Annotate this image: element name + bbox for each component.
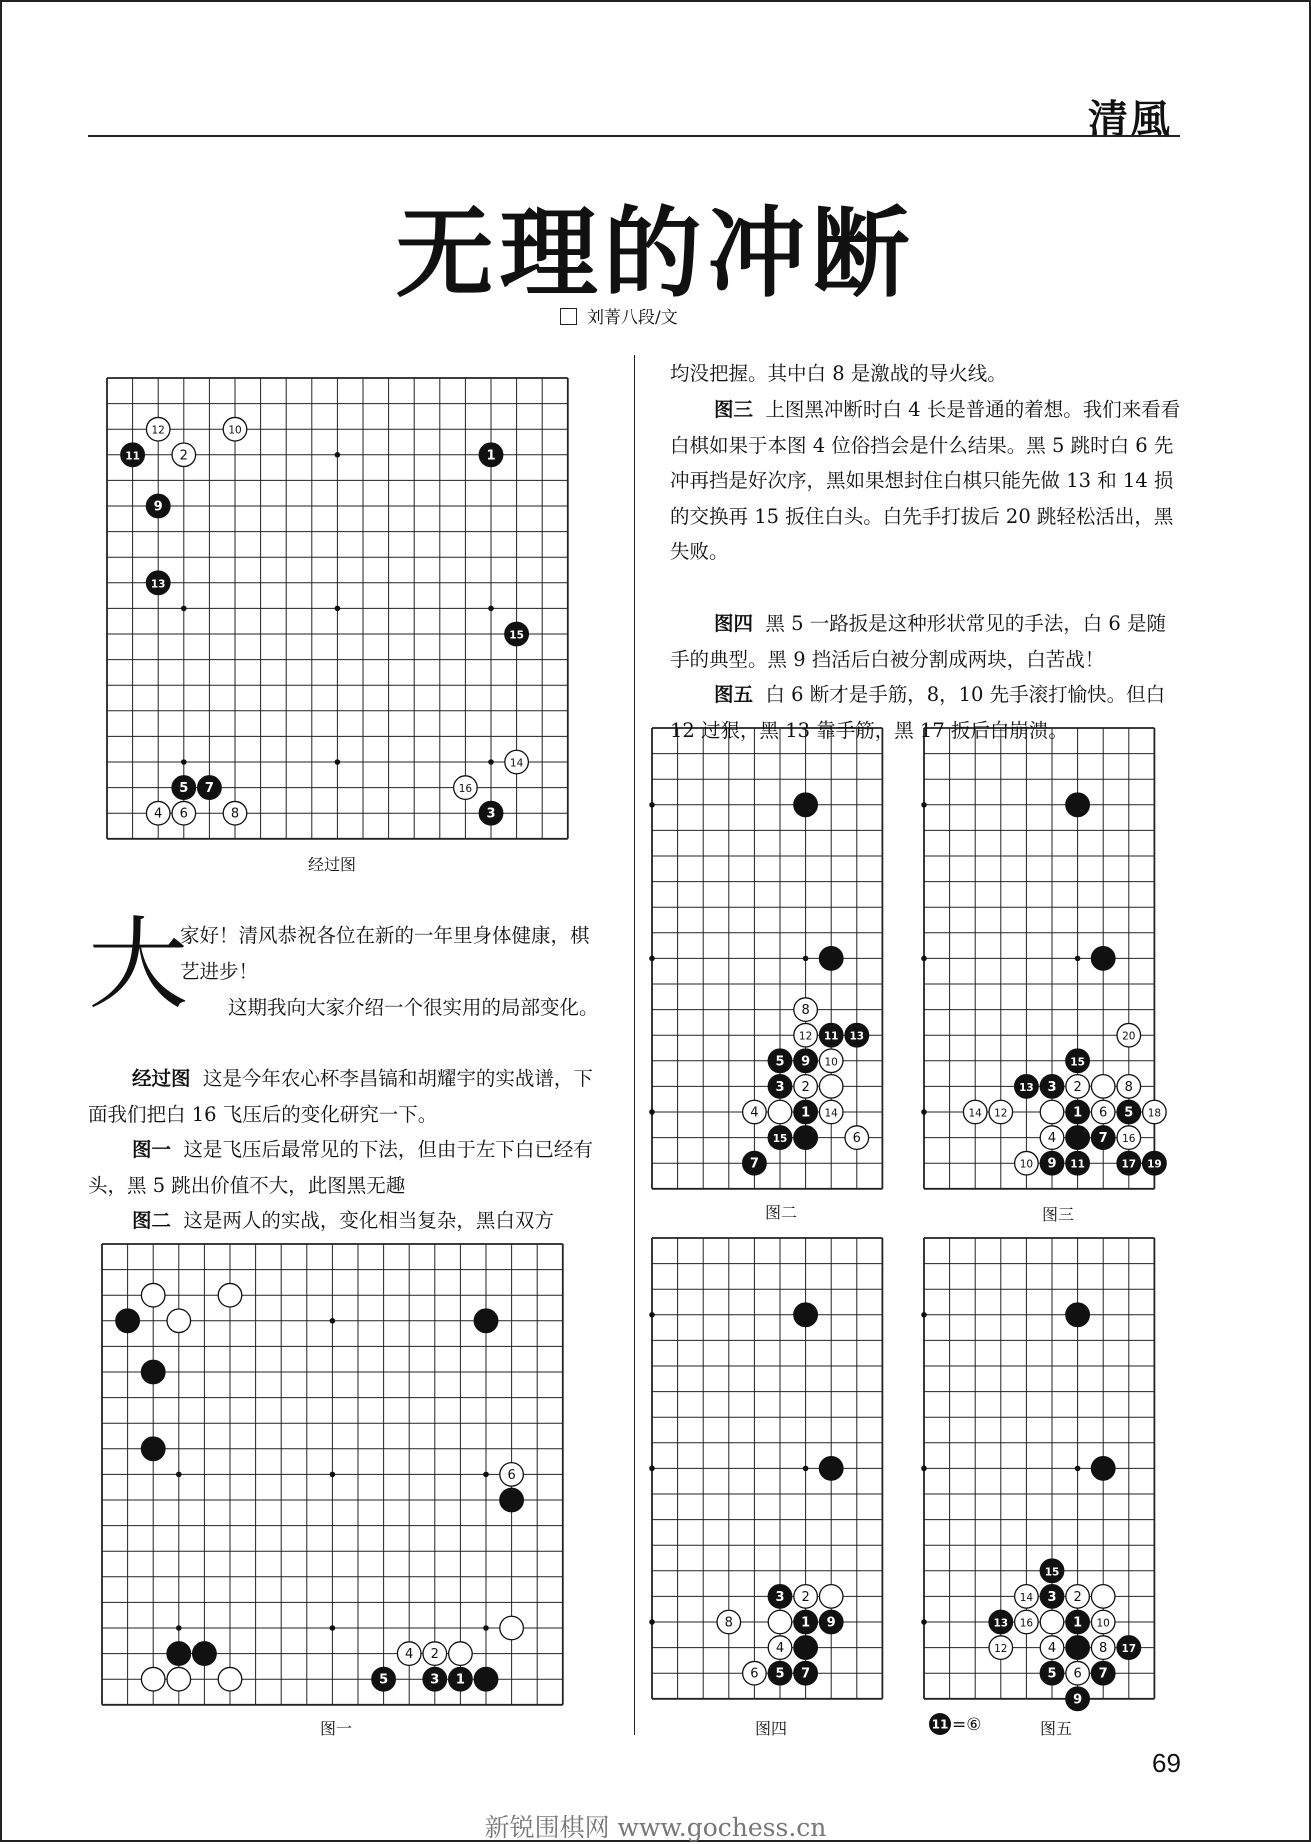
white-stone bbox=[768, 1100, 792, 1124]
svg-text:12: 12 bbox=[994, 1643, 1008, 1656]
svg-text:10: 10 bbox=[1096, 1617, 1110, 1630]
black-stone-5 bbox=[768, 1661, 792, 1685]
diagram-5-note bbox=[928, 1712, 981, 1736]
black-stone bbox=[474, 1667, 498, 1691]
svg-text:1: 1 bbox=[1073, 1615, 1083, 1631]
svg-text:9: 9 bbox=[1047, 1156, 1057, 1172]
white-stone-2 bbox=[172, 443, 196, 467]
right-paragraph-3: 图四 黑 5 一路扳是这种形状常见的手法，白 6 是随手的典型。黑 9 挡活后白被分割成两块，白苦战！ bbox=[670, 612, 1167, 671]
white-stone-6 bbox=[172, 801, 196, 825]
black-stone bbox=[819, 1457, 843, 1481]
left-paragraph-4: 图一 这是飞压后最常见的下法，但由于左下白已经有头，黑 5 跳出价值不大，此图黑无趣 bbox=[88, 1138, 593, 1197]
svg-text:9: 9 bbox=[1073, 1692, 1083, 1708]
svg-text:3: 3 bbox=[775, 1589, 785, 1605]
svg-text:5: 5 bbox=[775, 1666, 785, 1682]
svg-text:16: 16 bbox=[1122, 1133, 1136, 1146]
white-stone-4 bbox=[743, 1100, 767, 1124]
svg-text:17: 17 bbox=[1121, 1158, 1137, 1171]
white-stone-10 bbox=[1091, 1610, 1115, 1634]
svg-text:15: 15 bbox=[1044, 1566, 1060, 1579]
black-stone-3 bbox=[768, 1585, 792, 1609]
black-stone-7 bbox=[743, 1151, 767, 1175]
black-stone-1 bbox=[794, 1610, 818, 1634]
white-stone-18 bbox=[1143, 1100, 1167, 1124]
svg-text:4: 4 bbox=[1047, 1641, 1057, 1657]
black-stone-3 bbox=[1040, 1075, 1064, 1099]
white-stone-8 bbox=[717, 1610, 741, 1634]
black-stone-5 bbox=[768, 1049, 792, 1073]
white-stone-8 bbox=[1117, 1075, 1141, 1099]
white-stone-8 bbox=[1091, 1636, 1115, 1660]
black-stone bbox=[794, 793, 818, 817]
black-stone-3 bbox=[423, 1667, 447, 1691]
note-stone-icon bbox=[928, 1712, 952, 1736]
black-stone bbox=[1066, 793, 1090, 817]
black-stone bbox=[141, 1437, 165, 1461]
svg-text:12: 12 bbox=[994, 1107, 1008, 1120]
white-stone-4 bbox=[1040, 1636, 1064, 1660]
white-stone bbox=[218, 1283, 242, 1307]
caption-diagram-3: 图三 bbox=[1042, 1205, 1075, 1224]
right-paragraph-1: 均没把握。其中白 8 是激战的导火线。 bbox=[670, 362, 1007, 385]
white-stone bbox=[218, 1667, 242, 1691]
black-stone-7 bbox=[1091, 1126, 1115, 1150]
black-stone bbox=[794, 1636, 818, 1660]
black-stone-1 bbox=[794, 1100, 818, 1124]
svg-text:11: 11 bbox=[125, 450, 140, 463]
svg-text:7: 7 bbox=[1098, 1131, 1108, 1147]
white-stone-2 bbox=[1066, 1585, 1090, 1609]
white-stone-4 bbox=[1040, 1126, 1064, 1150]
black-stone-9 bbox=[146, 494, 170, 518]
svg-text:15: 15 bbox=[1070, 1056, 1085, 1069]
svg-text:10: 10 bbox=[228, 424, 242, 437]
svg-text:9: 9 bbox=[153, 499, 163, 515]
byline-text: 刘菁八段/文 bbox=[587, 308, 678, 328]
svg-text:15: 15 bbox=[509, 629, 524, 642]
svg-text:3: 3 bbox=[1047, 1589, 1057, 1605]
caption-diagram-5: 图五 bbox=[1040, 1719, 1073, 1738]
svg-text:7: 7 bbox=[749, 1156, 759, 1172]
white-stone-6 bbox=[845, 1126, 869, 1150]
white-stone-16 bbox=[1117, 1126, 1141, 1150]
svg-text:9: 9 bbox=[801, 1054, 811, 1070]
svg-text:8: 8 bbox=[724, 1615, 733, 1631]
board-diagram-progress bbox=[93, 364, 582, 853]
black-stone-3 bbox=[479, 801, 503, 825]
svg-text:7: 7 bbox=[204, 781, 214, 797]
svg-text:2: 2 bbox=[430, 1647, 439, 1663]
white-stone-6 bbox=[1091, 1100, 1115, 1124]
black-stone-5 bbox=[172, 776, 196, 800]
svg-text:4: 4 bbox=[750, 1105, 759, 1121]
svg-text:12: 12 bbox=[151, 424, 165, 437]
svg-text:5: 5 bbox=[775, 1054, 785, 1070]
white-stone-6 bbox=[743, 1661, 767, 1685]
white-stone bbox=[1040, 1100, 1064, 1124]
white-stone-10 bbox=[1015, 1151, 1039, 1175]
black-stone-15 bbox=[505, 622, 529, 646]
black-stone-3 bbox=[768, 1075, 792, 1099]
white-stone-6 bbox=[1066, 1661, 1090, 1685]
svg-text:6: 6 bbox=[852, 1131, 861, 1147]
black-stone-5 bbox=[372, 1667, 396, 1691]
black-stone-13 bbox=[146, 571, 170, 595]
footer-watermark: 新锐围棋网 www.gochess.cn bbox=[484, 1813, 827, 1842]
svg-text:3: 3 bbox=[775, 1079, 785, 1095]
column-rule bbox=[634, 355, 635, 1735]
black-stone-7 bbox=[198, 776, 222, 800]
left-paragraph-5: 图二 这是两人的实战，变化相当复杂，黑白双方 bbox=[132, 1209, 554, 1232]
black-stone-19 bbox=[1143, 1151, 1167, 1175]
black-stone-9 bbox=[794, 1049, 818, 1073]
svg-text:11: 11 bbox=[1070, 1158, 1085, 1171]
white-stone-2 bbox=[423, 1642, 447, 1666]
black-stone-11 bbox=[1066, 1151, 1090, 1175]
white-stone-12 bbox=[989, 1636, 1013, 1660]
white-stone-2 bbox=[794, 1075, 818, 1099]
white-stone bbox=[141, 1667, 165, 1691]
svg-text:2: 2 bbox=[1073, 1079, 1082, 1095]
black-stone-1 bbox=[1066, 1610, 1090, 1634]
drop-cap: 大 bbox=[88, 906, 188, 1023]
svg-text:8: 8 bbox=[1099, 1641, 1108, 1657]
svg-text:2: 2 bbox=[801, 1079, 810, 1095]
article-title: 无理的冲断 bbox=[395, 197, 916, 311]
black-stone bbox=[1091, 1457, 1115, 1481]
svg-text:6: 6 bbox=[1073, 1666, 1082, 1682]
black-stone-9 bbox=[1040, 1151, 1064, 1175]
svg-text:3: 3 bbox=[430, 1672, 440, 1688]
white-stone-8 bbox=[223, 801, 247, 825]
svg-text:6: 6 bbox=[750, 1666, 759, 1682]
white-stone-2 bbox=[794, 1585, 818, 1609]
svg-text:5: 5 bbox=[1047, 1666, 1057, 1682]
svg-text:13: 13 bbox=[1019, 1081, 1034, 1094]
white-stone-10 bbox=[223, 417, 247, 441]
black-stone-1 bbox=[449, 1667, 473, 1691]
svg-text:12: 12 bbox=[798, 1030, 813, 1043]
svg-text:1: 1 bbox=[801, 1615, 811, 1631]
svg-text:18: 18 bbox=[1147, 1107, 1162, 1120]
svg-text:19: 19 bbox=[1147, 1158, 1162, 1171]
black-stone bbox=[794, 1126, 818, 1150]
black-stone-1 bbox=[1066, 1100, 1090, 1124]
black-stone-9 bbox=[1066, 1687, 1090, 1711]
white-stone-4 bbox=[768, 1636, 792, 1660]
white-stone bbox=[768, 1610, 792, 1634]
white-stone bbox=[1091, 1585, 1115, 1609]
white-stone bbox=[819, 1585, 843, 1609]
black-stone bbox=[141, 1360, 165, 1384]
board-diagram-1 bbox=[88, 1230, 577, 1719]
black-stone bbox=[1066, 1303, 1090, 1327]
left-paragraph-1: 家好！清风恭祝各位在新的一年里身体健康，棋艺进步！ bbox=[180, 924, 590, 983]
svg-text:14: 14 bbox=[824, 1107, 838, 1120]
white-stone-14 bbox=[1015, 1585, 1039, 1609]
svg-text:17: 17 bbox=[1121, 1643, 1137, 1656]
white-stone-12 bbox=[989, 1100, 1013, 1124]
svg-text:11: 11 bbox=[931, 1717, 949, 1732]
black-stone-15 bbox=[1040, 1559, 1064, 1583]
caption-diagram-4: 图四 bbox=[755, 1719, 788, 1738]
black-stone bbox=[794, 1303, 818, 1327]
board-diagram-2 bbox=[638, 714, 896, 1203]
black-stone bbox=[116, 1309, 140, 1333]
white-stone bbox=[819, 1075, 843, 1099]
black-stone bbox=[1066, 1636, 1090, 1660]
left-paragraph-3: 经过图 这是今年农心杯李昌镐和胡耀宇的实战谱，下面我们把白 16 飞压后的变化研究一下。 bbox=[88, 1067, 593, 1126]
svg-text:14: 14 bbox=[968, 1107, 982, 1120]
svg-text:13: 13 bbox=[150, 578, 166, 591]
white-stone-4 bbox=[146, 801, 170, 825]
caption-diagram-1: 图一 bbox=[320, 1719, 353, 1738]
svg-text:1: 1 bbox=[1073, 1105, 1083, 1121]
board-diagram-5 bbox=[910, 1224, 1168, 1713]
white-stone-8 bbox=[794, 998, 818, 1022]
svg-text:1: 1 bbox=[801, 1105, 811, 1121]
svg-text:4: 4 bbox=[1047, 1131, 1057, 1147]
svg-text:10: 10 bbox=[1019, 1158, 1034, 1171]
black-stone bbox=[167, 1642, 191, 1666]
caption-progress: 经过图 bbox=[308, 855, 357, 874]
svg-text:8: 8 bbox=[1124, 1079, 1133, 1095]
black-stone-11 bbox=[121, 443, 145, 467]
svg-text:8: 8 bbox=[801, 1003, 810, 1019]
white-stone-16 bbox=[1015, 1610, 1039, 1634]
svg-text:13: 13 bbox=[993, 1617, 1009, 1630]
white-stone-14 bbox=[963, 1100, 987, 1124]
black-stone-11 bbox=[819, 1023, 843, 1047]
white-stone-12 bbox=[794, 1023, 818, 1047]
svg-text:1: 1 bbox=[486, 448, 496, 464]
magazine-logo: 清風 bbox=[1088, 96, 1172, 143]
svg-text:2: 2 bbox=[801, 1589, 810, 1605]
svg-text:20: 20 bbox=[1122, 1030, 1136, 1043]
svg-text:2: 2 bbox=[1073, 1589, 1082, 1605]
black-stone-17 bbox=[1117, 1636, 1141, 1660]
svg-text:1: 1 bbox=[455, 1672, 465, 1688]
white-stone bbox=[449, 1642, 473, 1666]
black-stone-7 bbox=[794, 1661, 818, 1685]
svg-text:4: 4 bbox=[405, 1647, 414, 1663]
svg-text:13: 13 bbox=[849, 1030, 865, 1043]
svg-text:7: 7 bbox=[801, 1666, 811, 1682]
svg-text:14: 14 bbox=[509, 757, 524, 770]
white-stone-2 bbox=[1066, 1075, 1090, 1099]
black-stone bbox=[474, 1309, 498, 1333]
black-stone-15 bbox=[1066, 1049, 1090, 1073]
svg-text:3: 3 bbox=[1047, 1079, 1057, 1095]
svg-text:3: 3 bbox=[486, 806, 496, 822]
svg-text:5: 5 bbox=[379, 1672, 389, 1688]
white-stone bbox=[167, 1309, 191, 1333]
white-stone-14 bbox=[505, 750, 529, 774]
svg-text:8: 8 bbox=[230, 806, 240, 822]
svg-text:10: 10 bbox=[824, 1056, 838, 1069]
black-stone-7 bbox=[1091, 1661, 1115, 1685]
black-stone-5 bbox=[1117, 1100, 1141, 1124]
svg-text:6: 6 bbox=[179, 806, 188, 822]
white-stone bbox=[167, 1667, 191, 1691]
black-stone-17 bbox=[1117, 1151, 1141, 1175]
white-stone bbox=[1091, 1075, 1115, 1099]
svg-text:6: 6 bbox=[1099, 1105, 1108, 1121]
black-stone-13 bbox=[1015, 1075, 1039, 1099]
svg-text:16: 16 bbox=[1019, 1617, 1034, 1630]
byline bbox=[560, 303, 678, 328]
header-rule bbox=[88, 135, 1180, 137]
right-paragraph-2: 图三 上图黑冲断时白 4 长是普通的着想。我们来看看白棋如果于本图 4 位俗挡会是什么结果。黑 5 跳时白 6 先冲再挡是好次序，黑如果想封住白棋只能先做 13 和 14 损的交换再 15 扳住白头。白先手打拔后 20 跳轻松活出，黑失败。 bbox=[670, 398, 1181, 563]
white-stone-16 bbox=[454, 776, 478, 800]
svg-text:4: 4 bbox=[775, 1641, 785, 1657]
white-stone-14 bbox=[819, 1100, 843, 1124]
white-stone bbox=[141, 1283, 165, 1307]
left-paragraph-2: 这期我向大家介绍一个很实用的局部变化。 bbox=[228, 996, 599, 1019]
byline-box-icon bbox=[560, 308, 577, 325]
black-stone bbox=[1091, 947, 1115, 971]
black-stone bbox=[193, 1642, 217, 1666]
svg-text:11: 11 bbox=[823, 1030, 839, 1043]
black-stone bbox=[1066, 1126, 1090, 1150]
white-stone-6 bbox=[500, 1463, 524, 1487]
white-stone-10 bbox=[819, 1049, 843, 1073]
white-stone bbox=[1040, 1610, 1064, 1634]
black-stone-13 bbox=[845, 1023, 869, 1047]
page-number: 69 bbox=[1152, 1748, 1181, 1778]
black-stone-9 bbox=[819, 1610, 843, 1634]
board-diagram-3 bbox=[910, 714, 1168, 1203]
svg-text:5: 5 bbox=[1124, 1105, 1134, 1121]
board-diagram-4 bbox=[638, 1224, 896, 1713]
svg-text:16: 16 bbox=[458, 783, 473, 796]
black-stone bbox=[500, 1488, 524, 1512]
svg-text:5: 5 bbox=[179, 781, 189, 797]
black-stone-3 bbox=[1040, 1585, 1064, 1609]
white-stone-20 bbox=[1117, 1023, 1141, 1047]
caption-diagram-2: 图二 bbox=[765, 1203, 798, 1222]
svg-text:14: 14 bbox=[1019, 1591, 1034, 1604]
black-stone-5 bbox=[1040, 1661, 1064, 1685]
black-stone-13 bbox=[989, 1610, 1013, 1634]
svg-text:7: 7 bbox=[1098, 1666, 1108, 1682]
black-stone-15 bbox=[768, 1126, 792, 1150]
white-stone bbox=[500, 1616, 524, 1640]
black-stone bbox=[819, 947, 843, 971]
note-text: =⑥ bbox=[952, 1715, 982, 1735]
svg-text:9: 9 bbox=[826, 1615, 836, 1631]
white-stone-12 bbox=[146, 417, 170, 441]
svg-text:4: 4 bbox=[154, 806, 163, 822]
svg-text:2: 2 bbox=[179, 448, 188, 464]
black-stone-1 bbox=[479, 443, 503, 467]
right-paragraph-4: 图五 白 6 断才是手筋，8，10 先手滚打愉快。但白 12 过狠，黑 13 靠手筋，黑 17 扳后白崩溃。 bbox=[670, 683, 1166, 742]
svg-text:15: 15 bbox=[772, 1133, 788, 1146]
svg-text:6: 6 bbox=[507, 1467, 516, 1483]
white-stone-4 bbox=[397, 1642, 421, 1666]
